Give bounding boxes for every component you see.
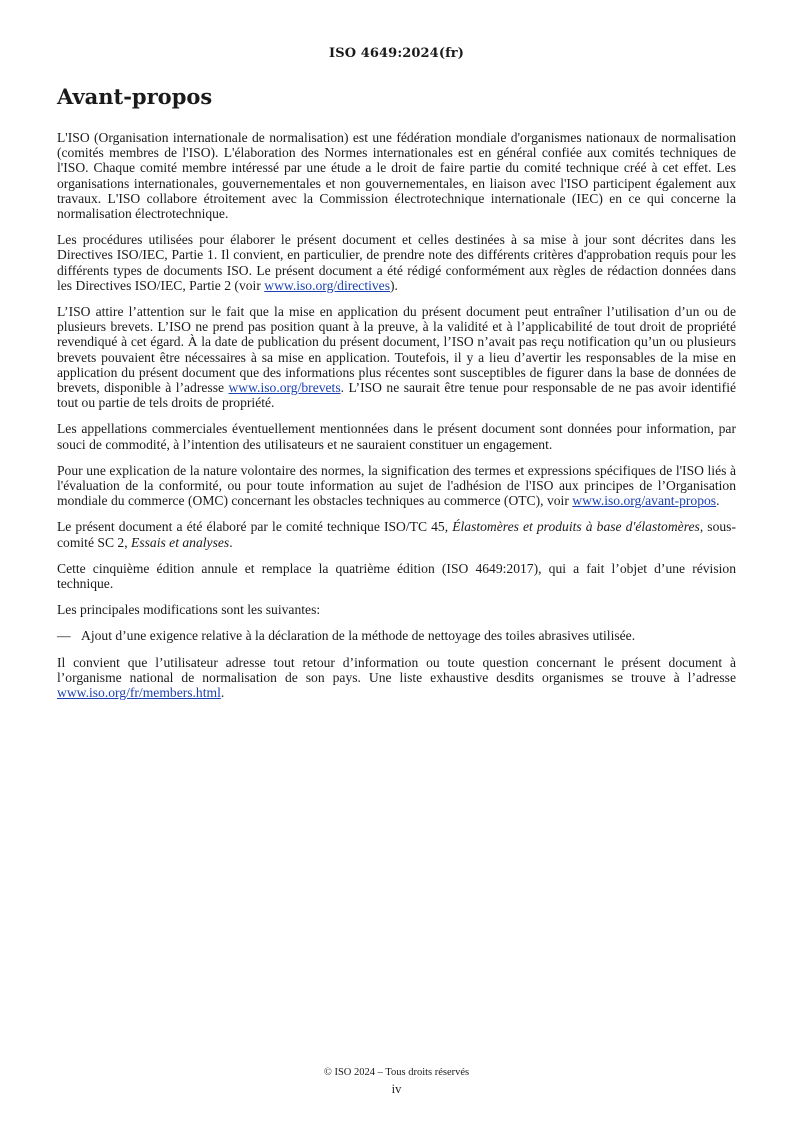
link-brevets[interactable]: www.iso.org/brevets (228, 380, 341, 396)
document-page (57, 0, 736, 1122)
paragraph-text: L’ISO attire l’attention sur le fait que la mise en application du présent document peut entraîner l’utilisation d’un ou de plusieurs brevets. L’ISO ne prend pas position quant à la preuve, à la validité et à l’applicabilité de tout droit de propriété revendiqué à cet égard. À la date de publication du présent document, l’ISO n’avait pas reçu notification qu’un ou plusieurs brevets pouvaient être nécessaires à sa mise en application. Toutefois, il y a lieu d’avertir les responsables de la mise en application du présent document que des informations plus récentes sont susceptibles de figurer dans la base de données de brevets, disponible à l’adresse (57, 304, 736, 396)
paragraph-text: . (220, 685, 225, 701)
page-footer (57, 1066, 736, 1098)
list-item (57, 628, 736, 643)
link-directives[interactable]: www.iso.org/directives (264, 277, 390, 293)
paragraph-voluntary-nature (57, 463, 736, 509)
paragraph-text: . L’ISO ne saurait être tenue pour responsable de ne pas avoir identifié tout ou partie de tels droits de propriété. (57, 380, 736, 411)
paragraph-text: Le présent document a été élaboré par le comité technique ISO/TC 45, (57, 519, 453, 535)
paragraph-feedback (57, 655, 736, 701)
page-number: iv (391, 1082, 402, 1096)
paragraph-text: Il convient que l’utilisateur adresse tout retour d’information ou toute question concernant le présent document à l’organisme national de normalisation de son pays. Une liste exhaustive desdits organismes se trouve à l’adresse (57, 654, 736, 685)
copyright-notice: © ISO 2024 – Tous droits réservés (323, 1067, 470, 1078)
dash-bullet: — (57, 628, 71, 644)
committee-title: Élastomères et produits à base d'élastomères (452, 519, 700, 535)
paragraph-procedures (57, 232, 736, 293)
list-item-text: Ajout d’une exigence relative à la déclaration de la méthode de nettoyage des toiles abrasives utilisée. (81, 628, 636, 644)
paragraph-text: Les procédures utilisées pour élaborer le présent document et celles destinées à sa mise à jour sont décrites dans les Directives ISO/IEC, Partie 1. Il convient, en particulier, de prendre note des différents critères d'approbation requis pour les différents types de documents ISO. Le présent document a été rédigé conformément aux règles de rédaction données dans les Directives ISO/IEC, Partie 2 (voir (57, 232, 736, 293)
paragraph-text: ). (390, 277, 398, 293)
link-members[interactable]: www.iso.org/fr/members.html (57, 685, 221, 701)
paragraph-iso-intro: L'ISO (Organisation internationale de normalisation) est une fédération mondiale d'organismes nationaux de normalisation (comités membres de l'ISO). L'élaboration des Normes internationales est en général confiée aux comités techniques de l'ISO. Chaque comité membre intéressé par une étude a le droit de faire partie du comité technique créé à cet effet. Les organisations internationales, gouvernementales et non gouvernementales, en liaison avec l'ISO participent également aux travaux. L'ISO collabore étroitement avec la Commission électrotechnique internationale (IEC) en ce qui concerne la normalisation électrotechnique. (57, 130, 736, 222)
subcommittee-title: Essais et analyses (131, 534, 230, 550)
document-id-header: ISO 4649:2024(fr) (329, 46, 464, 61)
paragraph-trade-names: Les appellations commerciales éventuellement mentionnées dans le présent document sont données pour information, par souci de commodité, à l’intention des utilisateurs et ne sauraient constituer un engagement. (57, 421, 736, 452)
paragraph-edition: Cette cinquième édition annule et remplace la quatrième édition (ISO 4649:2017), qui a fait l’objet d’une révision technique. (57, 560, 736, 592)
paragraph-text: . (229, 534, 233, 550)
paragraph-changes-intro: Les principales modifications sont les suivantes: (57, 602, 321, 618)
page-title: Avant-propos (57, 84, 213, 109)
paragraph-text: . (716, 493, 720, 509)
paragraph-text: , sous-comité SC 2, (57, 519, 737, 550)
paragraph-committee (57, 519, 736, 549)
document-body (57, 130, 736, 711)
paragraph-patents (57, 304, 736, 410)
paragraph-text: Pour une explication de la nature volontaire des normes, la signification des termes et expressions spécifiques de l'ISO liés à l'évaluation de la conformité, ou pour toute information au sujet de l'adhésion de l'ISO aux principes de l’Organisation mondiale du commerce (OMC) concernant les obstacles techniques au commerce (OTC), voir (57, 462, 736, 509)
link-avant-propos[interactable]: www.iso.org/avant-propos (572, 493, 717, 509)
